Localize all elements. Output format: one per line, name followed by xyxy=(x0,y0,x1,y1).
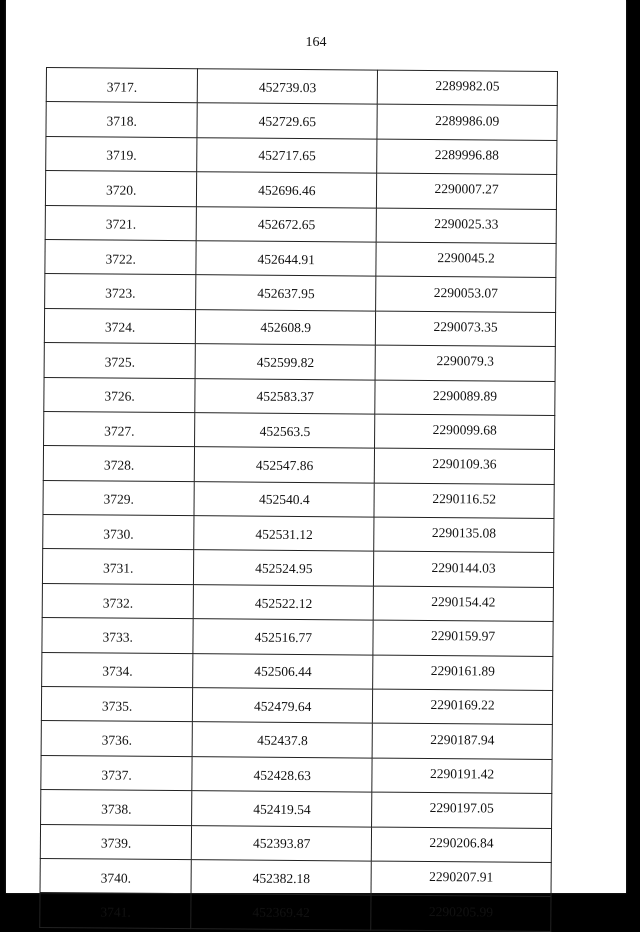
x-coordinate-cell: 452369.42 xyxy=(191,894,371,930)
x-coordinate-cell: 452717.65 xyxy=(197,137,377,173)
point-number-cell: 3726. xyxy=(44,377,196,413)
x-coordinate-cell: 452563.5 xyxy=(195,413,375,449)
y-coordinate-cell: 2289982.05 xyxy=(377,70,557,106)
x-coordinate-cell: 452516.77 xyxy=(193,619,373,655)
y-coordinate-cell: 2290109.36 xyxy=(374,448,554,484)
table-row xyxy=(43,515,554,553)
y-coordinate-cell: 2290187.94 xyxy=(372,724,552,760)
table-row xyxy=(41,790,552,828)
table-row xyxy=(40,858,551,896)
x-coordinate-cell: 452479.64 xyxy=(193,688,373,724)
point-number-cell: 3732. xyxy=(42,583,194,619)
table-row xyxy=(44,377,555,415)
x-coordinate-cell: 452382.18 xyxy=(191,860,371,896)
document-page xyxy=(6,0,626,921)
y-coordinate-cell: 2290089.89 xyxy=(375,380,555,416)
point-number-cell: 3733. xyxy=(42,618,194,654)
y-coordinate-cell: 2290205.99 xyxy=(371,895,551,931)
table-row xyxy=(42,583,553,621)
coordinates-table-body xyxy=(40,68,558,932)
table-row xyxy=(46,102,557,140)
table-row xyxy=(44,411,555,449)
point-number-cell: 3740. xyxy=(40,858,192,894)
coordinates-table xyxy=(39,67,558,932)
table-row xyxy=(45,171,556,209)
table-row xyxy=(46,136,557,174)
x-coordinate-cell: 452437.8 xyxy=(192,722,372,758)
y-coordinate-cell: 2290045.2 xyxy=(376,242,556,278)
y-coordinate-cell: 2289986.09 xyxy=(377,104,557,140)
y-coordinate-cell: 2290161.89 xyxy=(373,655,553,691)
table-row xyxy=(45,239,556,277)
y-coordinate-cell: 2290207.91 xyxy=(371,861,551,897)
y-coordinate-cell: 2290073.35 xyxy=(375,311,555,347)
y-coordinate-cell: 2290144.03 xyxy=(374,552,554,588)
point-number-cell: 3728. xyxy=(43,446,195,482)
table-row xyxy=(45,205,556,243)
x-coordinate-cell: 452599.82 xyxy=(195,344,375,380)
table-row xyxy=(42,618,553,656)
point-number-cell: 3724. xyxy=(44,308,196,344)
point-number-cell: 3735. xyxy=(41,687,193,723)
y-coordinate-cell: 2290053.07 xyxy=(376,276,556,312)
point-number-cell: 3730. xyxy=(43,515,195,551)
x-coordinate-cell: 452540.4 xyxy=(194,481,374,517)
point-number-cell: 3736. xyxy=(41,721,193,757)
table-row xyxy=(42,549,553,587)
point-number-cell: 3731. xyxy=(42,549,194,585)
table-row xyxy=(44,343,555,381)
y-coordinate-cell: 2290159.97 xyxy=(373,620,553,656)
point-number-cell: 3722. xyxy=(45,239,197,275)
point-number-cell: 3719. xyxy=(46,136,198,172)
point-number-cell: 3729. xyxy=(43,480,195,516)
x-coordinate-cell: 452729.65 xyxy=(197,103,377,139)
y-coordinate-cell: 2290135.08 xyxy=(374,517,554,553)
y-coordinate-cell: 2290197.05 xyxy=(372,792,552,828)
x-coordinate-cell: 452547.86 xyxy=(195,447,375,483)
table-row xyxy=(41,755,552,793)
x-coordinate-cell: 452428.63 xyxy=(192,756,372,792)
table-row xyxy=(46,68,557,106)
y-coordinate-cell: 2289996.88 xyxy=(377,139,557,175)
x-coordinate-cell: 452531.12 xyxy=(194,516,374,552)
y-coordinate-cell: 2290099.68 xyxy=(375,414,555,450)
x-coordinate-cell: 452393.87 xyxy=(192,825,372,861)
point-number-cell: 3739. xyxy=(40,824,192,860)
x-coordinate-cell: 452637.95 xyxy=(196,275,376,311)
x-coordinate-cell: 452672.65 xyxy=(197,206,377,242)
point-number-cell: 3723. xyxy=(45,274,197,310)
table-row xyxy=(44,308,555,346)
x-coordinate-cell: 452524.95 xyxy=(194,550,374,586)
table-row xyxy=(41,687,552,725)
y-coordinate-cell: 2290079.3 xyxy=(375,345,555,381)
y-coordinate-cell: 2290206.84 xyxy=(371,827,551,863)
x-coordinate-cell: 452506.44 xyxy=(193,653,373,689)
point-number-cell: 3737. xyxy=(41,755,193,791)
page-number: 164 xyxy=(305,35,327,50)
y-coordinate-cell: 2290191.42 xyxy=(372,758,552,794)
point-number-cell: 3741. xyxy=(40,893,192,929)
point-number-cell: 3734. xyxy=(42,652,194,688)
y-coordinate-cell: 2290116.52 xyxy=(374,483,554,519)
x-coordinate-cell: 452739.03 xyxy=(198,69,378,105)
point-number-cell: 3738. xyxy=(41,790,193,826)
point-number-cell: 3727. xyxy=(44,411,196,447)
x-coordinate-cell: 452608.9 xyxy=(196,309,376,345)
x-coordinate-cell: 452644.91 xyxy=(196,241,376,277)
y-coordinate-cell: 2290025.33 xyxy=(376,208,556,244)
table-row xyxy=(45,274,556,312)
point-number-cell: 3718. xyxy=(46,102,198,138)
x-coordinate-cell: 452696.46 xyxy=(197,172,377,208)
table-row xyxy=(43,446,554,484)
x-coordinate-cell: 452522.12 xyxy=(194,585,374,621)
table-row xyxy=(41,721,552,759)
x-coordinate-cell: 452419.54 xyxy=(192,791,372,827)
point-number-cell: 3725. xyxy=(44,343,196,379)
point-number-cell: 3717. xyxy=(46,68,198,104)
table-row xyxy=(40,824,551,862)
y-coordinate-cell: 2290007.27 xyxy=(377,173,557,209)
x-coordinate-cell: 452583.37 xyxy=(195,378,375,414)
table-row xyxy=(43,480,554,518)
y-coordinate-cell: 2290169.22 xyxy=(373,689,553,725)
table-row xyxy=(42,652,553,690)
y-coordinate-cell: 2290154.42 xyxy=(373,586,553,622)
table-row xyxy=(40,893,551,931)
point-number-cell: 3721. xyxy=(45,205,197,241)
point-number-cell: 3720. xyxy=(45,171,197,207)
